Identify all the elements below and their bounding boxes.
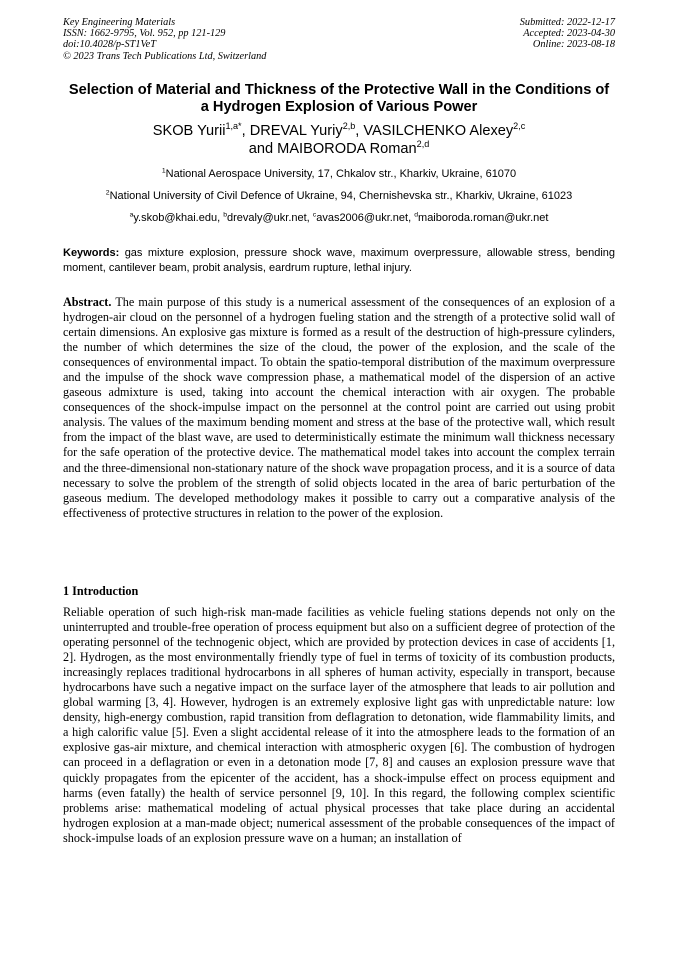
author-name: VASILCHENKO Alexey <box>363 123 514 139</box>
online-date: Online: 2023-08-18 <box>532 39 615 51</box>
accepted-date: Accepted: 2023-04-30 <box>523 28 615 40</box>
author-sep: , <box>241 123 250 139</box>
author-emails <box>40 212 638 225</box>
affiliation-2 <box>40 190 638 203</box>
author-list <box>63 122 615 158</box>
affiliation-text: National Aerospace University, 17, Chkalov str., Kharkiv, Ukraine, 61070 <box>165 168 517 180</box>
affiliation-1 <box>40 168 638 181</box>
copyright-line: © 2023 Trans Tech Publications Ltd, Switzerland <box>63 50 267 62</box>
author-sup: 1,a* <box>225 121 242 132</box>
affiliation-sup: 2 <box>105 189 110 197</box>
journal-name: Key Engineering Materials <box>63 17 176 28</box>
email-sup: d <box>414 211 419 219</box>
author-name: MAIBORODA Roman <box>277 141 417 157</box>
email-address: maiboroda.roman@ukr.net <box>418 212 549 224</box>
email-sup: a <box>129 211 134 219</box>
author-sup: 2,d <box>416 139 430 150</box>
email-sep: , <box>217 212 224 224</box>
submitted-date: Submitted: 2022-12-17 <box>519 17 615 28</box>
journal-info <box>63 17 266 62</box>
author-sep: and <box>248 141 278 157</box>
author-sup: 2,b <box>342 121 356 132</box>
paper-title: Selection of Material and Thickness of the Protective Wall in the Conditions of a Hydrogen Explosion of Various Power <box>68 82 610 115</box>
abstract-text: The main purpose of this study is a numerical assessment of the consequences of an explosion of a hydrogen-air cloud on the personnel of a hydrogen fueling station and the strength of a protective solid wall of certain dimensions. An explosive gas mixture is formed as a result of the destruction of high-pressure cylinders, the number of which determines the size of the cloud, the power of the explosion, and the scale of the consequences of environmental impact. To obtain the spatio-temporal distribution of the maximum overpressure and the impulse of the shock wave compression phase, a mathematical model of the dispersion of an active gaseous admixture is used, taking into account the chemical interaction with air oxygen. The probable consequences of the shock-impulse impact on the personnel at the control point are carried out using probit analysis. The values of the maximum bending moment and stress at the base of the protective wall, which result from the impact of the blast wave, are used to deterministically estimate the minimum wall thickness necessary for the safe operation of the protective device. The mathematical model takes into account the complex terrain and the three-dimensional non-stationary nature of the shock wave propagation process, and it is a source of data necessary to solve the problem of the strength of solid objects located in the area of baric perturbation of the gaseous medium. The developed methodology makes it possible to carry out a comparative analysis of the effectiveness of protective structures in relation to the power of the explosion. <box>63 295 615 520</box>
abstract-block <box>63 295 615 521</box>
author-sep: , <box>355 123 364 139</box>
affiliation-sup: 1 <box>161 167 166 175</box>
doi-line: doi:10.4028/p-ST1VeT <box>63 39 156 51</box>
keywords-text: gas mixture explosion, pressure shock wave, maximum overpressure, allowable stress, bending moment, cantilever beam, probit analysis, eardrum rupture, lethal injury. <box>63 247 615 274</box>
email-sup: b <box>223 211 228 219</box>
abstract-label: Abstract. <box>63 295 112 309</box>
email-sep: , <box>408 212 415 224</box>
author-name: SKOB Yurii <box>152 123 226 139</box>
email-address: avas2006@ukr.net <box>316 212 409 224</box>
email-address: y.skob@khai.edu <box>133 212 218 224</box>
issn-line: ISSN: 1662-9795, Vol. 952, pp 121-129 <box>63 28 226 40</box>
email-address: drevaly@ukr.net <box>227 212 307 224</box>
author-name: DREVAL Yuriy <box>249 123 343 139</box>
submission-dates <box>520 17 615 51</box>
introduction-paragraph: Reliable operation of such high-risk man-made facilities as vehicle fueling stations depends not only on the uninterrupted and trouble-free operation of process equipment but also on a sufficient degree of protection of the operating personnel of the technogenic object, which are provided by protection devices in case of accidents [1, 2]. Hydrogen, as the most environmentally friendly type of fuel in terms of toxicity of its combustion products, increasingly replaces traditional hydrocarbons in all spheres of human activity, especially in transport, because hydrocarbons have such a negative impact on the surface layer of the atmosphere that leads to air pollution and global warming [3, 4]. However, hydrogen is an extremely explosive light gas with unpredictable nature: low density, high-energy combustion, rapid transition from deflagration to detonation, wide flammability limits, and a high calorific value [5]. Even a slight accidental release of it into the atmosphere leads to the formation of an explosive gas-air mixture, and chemical interaction with atmospheric oxygen [6]. The combustion of hydrogen can proceed in a deflagration or even in a detonation mode [7, 8] and causes an explosion pressure wave that quickly propagates from the epicenter of the accident, has a shock-impulse effect on process equipment and harms (even fatally) the health of service personnel [9, 10]. In this regard, the following complex scientific problems arise: mathematical modeling of actual physical processes that take place during an accidental hydrogen explosion at a man-made object; numerical assessment of the probable consequences of the impact of shock-impulse loads of an explosion pressure wave on a human; an installation of <box>63 605 615 845</box>
author-sup: 2,c <box>513 121 526 132</box>
email-sup: c <box>312 211 317 219</box>
affiliation-text: National University of Civil Defence of Ukraine, 94, Chernishevska str., Kharkiv, Ukraine, 61023 <box>109 190 573 202</box>
keywords-label: Keywords: <box>63 247 120 259</box>
email-sep: , <box>306 212 313 224</box>
section-heading: 1 Introduction <box>63 584 139 598</box>
keywords-block <box>63 246 615 275</box>
